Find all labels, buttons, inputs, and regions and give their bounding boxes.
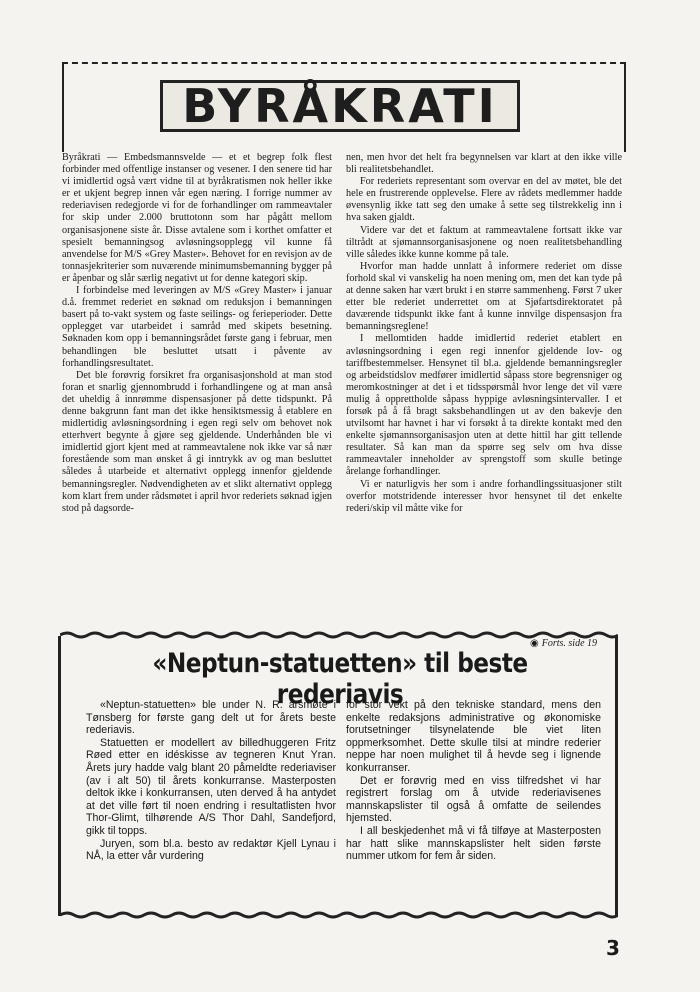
box-border-left bbox=[58, 636, 61, 916]
article-paragraph: Vi er naturligvis her som i andre forhandlingssituasjoner stilt overfor motstridende interesser hvor hensynet til det enkelte rederi/skip vil måtte vike for bbox=[346, 478, 622, 514]
box-paragraph: Statuetten er modellert av billedhuggeren Fritz Røed etter en idéskisse av tegneren Knut Yran. Årets jury hadde valg blant 20 påmeldte rederiaviser (av i alt 50) til årets konkurranse. Masterposten deltok ikke i konkurransen, uten derved å ha antydet at det ville ført til noen endring i resultatlisten hvor Thor-Glimt, tilhørende A/S Thor Dahl, Sandefjord, gikk til topps. bbox=[86, 736, 336, 837]
box-border-right bbox=[615, 636, 618, 916]
wave-border-top bbox=[60, 631, 618, 639]
article-paragraph: I forbindelse med leveringen av M/S «Grey Master» i januar d.å. fremmet rederiet en søknad om reduksjon i bemanningen basert på to-vakt system og faste seilings- og ferieperioder. Dette opplegget var utarbeidet i samråd med skipets besetning. Søknaden kom opp i bemanningsrådet første gang i februar, men behandlingen ble besluttet utsatt i påvente av forhandlingsresultatet. bbox=[62, 285, 332, 369]
continued-label: Forts. side 19 bbox=[541, 638, 598, 649]
article-paragraph: I mellomtiden hadde imidlertid rederiet etablert en avløsningsordning i egen regi innenfor gjeldende lov- og tariffbestemmelser. Hensynet til bl.a. gjeldende bemanningsregler og arbeidstidslov medfører imidlertid såpass store begrensniger og meromkostninger at det i et tidsspørsmål hvor lenge det vil være mulig å opprettholde såpass hyppige avløsningsintervaller. I et forsøk på å få bragt saksbehandlingen ut av den bakevje den utvilsomt har havnet i har vi forsøkt å ta direkte kontakt med den enkelte sjømannsorganisasjon uten at dette hittil har gitt tellende resultater. Så kan man da spørre seg selv om hva disse rammeavtaler inneholder av sprengstoff som skulle betinge årelange forhandlinger. bbox=[346, 333, 622, 478]
box-headline: «Neptun-statuetten» til beste rederiavis bbox=[152, 648, 528, 710]
box-paragraph: for stor vekt på den tekniske standard, mens den enkelte redaksjons administrative og økonomiske forutsetninger tilsynelatende ble viet liten oppmerksomhet. Dette skulle tilsi at mindre rederier neppe har noen mulighet til å hevde seg i lignende konkurranser. bbox=[346, 699, 601, 774]
bullet-icon: ◉ bbox=[530, 638, 539, 649]
article-paragraph: Hvorfor man hadde unnlatt å informere rederiet om disse forhold skal vi vanskelig ha noen mening om, men det kan tyde på at denne saken har vært brukt i en større sammenheng. Først 7 uker etter ble rederiet underrettet om at Sjøfartsdirektoratet på daværende tidspunkt ikke fant å kunne innvilge dispensasjon fra bemanningsreglene! bbox=[346, 260, 622, 333]
article-paragraph: nen, men hvor det helt fra begynnelsen var klart at den ikke ville bli realitetsbehandlet. bbox=[346, 152, 622, 176]
box-paragraph: Det er forøvrig med en viss tilfredshet vi har registrert forslag om å utvide rederiavisenes mannskapslister til også å omfatte de seilendes hjemsted. bbox=[346, 774, 601, 825]
box-right-column bbox=[346, 699, 601, 863]
box-paragraph: Juryen, som bl.a. besto av redaktør Kjell Lynau i NÅ, la etter vår vurdering bbox=[86, 837, 336, 863]
article-paragraph: Det ble forøvrig forsikret fra organisasjonshold at man stod foran et snarlig gjennombrudd i forhandlingene og at man anså det uheldig å innrømme dispensasjoner på dette tidspunkt. På denne bakgrunn fant man det ikke hensiktsmessig å etablere en midlertidig avløsningsordning i egen regi selv om behovet nok etterhvert begynte å gjøre seg gjeldende. Underhånden ble vi imidlertid gjort kjent med at rammeavtalene nok ikke var så nær forestående som man ønsket å gi inntrykk av og man besluttet således å utarbeide et alternativt opplegg innenfor gjeldende bemanningsregler. Nødvendigheten av et slikt alternativt opplegg kom klart frem under rådsmøtet i april hvor rederiets søknad igjen stod på dagsorde- bbox=[62, 369, 332, 514]
article-paragraph: Videre var det et faktum at rammeavtalene fortsatt ikke var tiltrådt at sjømannsorganisasjonene og noen realitetsbehandling ville således ikke kunne komme på tale. bbox=[346, 224, 622, 260]
box-paragraph: «Neptun-statuetten» ble under N. R. årsmøte i Tønsberg for første gang delt ut for årets beste rederiavis. bbox=[86, 699, 336, 737]
wave-border-bottom bbox=[60, 911, 618, 919]
article-right-column bbox=[346, 152, 622, 515]
article-left-column bbox=[62, 152, 332, 515]
article-headline-box bbox=[160, 80, 520, 132]
page-number: 3 bbox=[606, 936, 620, 960]
article-paragraph: For rederiets representant som overvar en del av møtet, ble det hele en frustrerende opplevelse. Flere av rådets medlemmer hadde øvensynlig ikke tatt seg den umake å sette seg tilstrekkelig inn i hva saken gjaldt. bbox=[346, 176, 622, 224]
box-paragraph: I all beskjedenhet må vi få tilføye at Masterposten har hatt slike mannskapslister helt siden første nummer utkom for fem år siden. bbox=[346, 824, 601, 863]
article-title: BYRÅKRATI bbox=[182, 79, 498, 133]
article-paragraph: Byråkrati — Embedsmannsvelde — et et begrep folk flest forbinder med offentlige instanser og vesener. I den senere tid har vi imidlertid også vært vidne til at byråkratismen nok heller ikke er et ukjent begrep innen vår egen næring. I forrige nummer av rederiavisen redegjorde vi for de forhandlinger om rammeavtaler for skip under 2.000 bruttotonn som har pågått mellom organisasjonene siste år. Disse avtalene som i korthet omfatter et spesielt bemanningsog avløsningsopplegg vil kunne få anvendelse for M/S «Grey Master». Behovet for en revisjon av de tonnasjekriterier som nuværende minimumsbemanning bygger på er åpenbar og slår særlig negativt ut for denne kategori skip. bbox=[62, 152, 332, 284]
box-left-column bbox=[86, 699, 336, 863]
